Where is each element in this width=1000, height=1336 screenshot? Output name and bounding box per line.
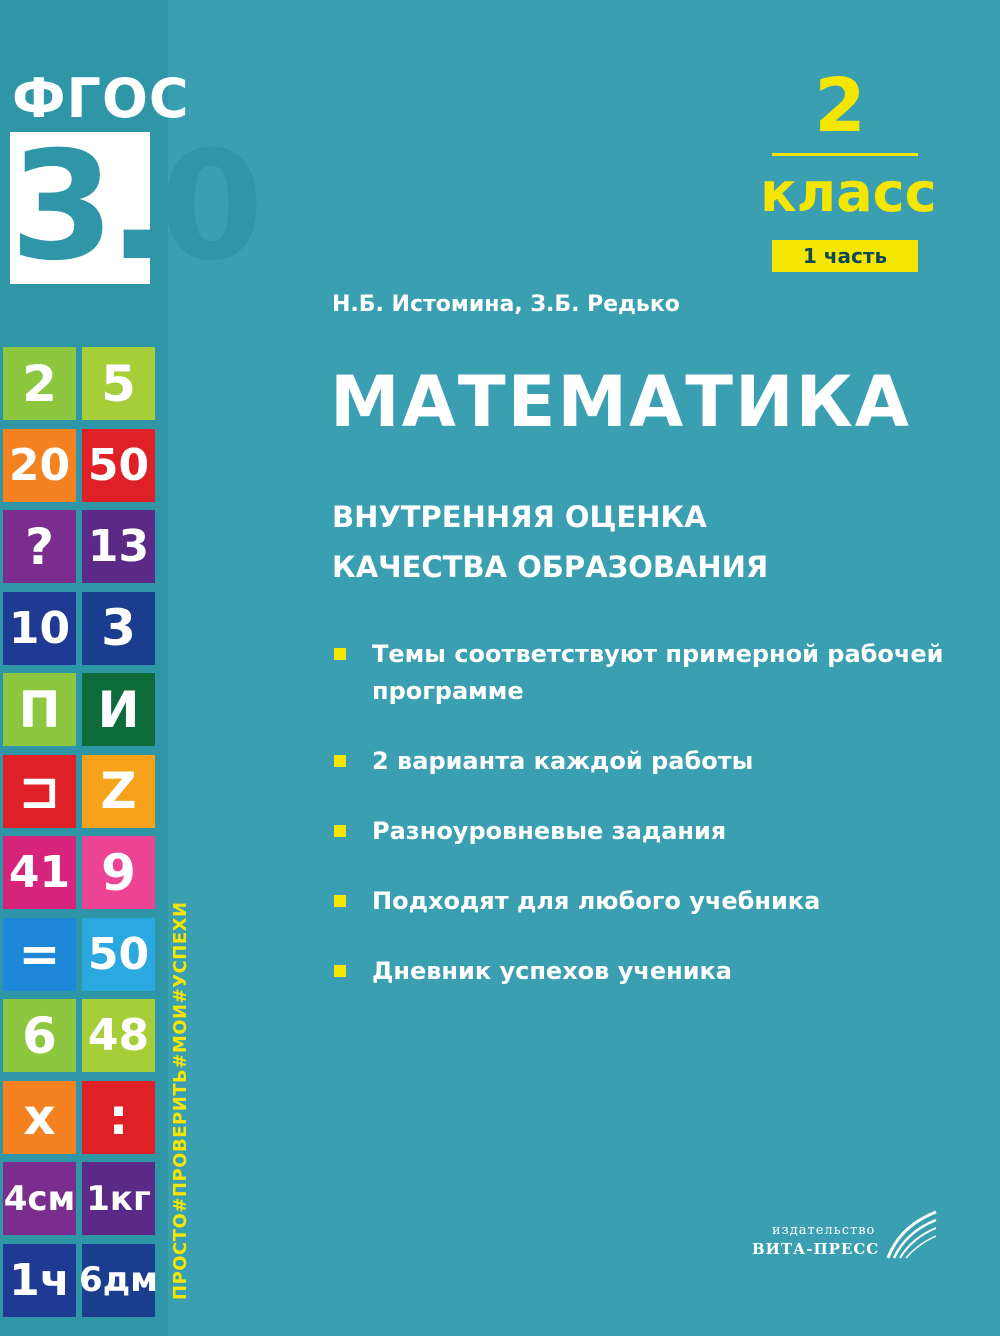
feature-item: Темы соответствуют примерной рабочей программе — [334, 636, 974, 710]
publisher — [752, 1223, 879, 1258]
number-tile: 13 — [82, 510, 155, 583]
book-title: МАТЕМАТИКА — [330, 361, 911, 443]
number-tile: = — [3, 918, 76, 991]
bullet-square-icon — [334, 648, 346, 660]
subtitle-line: ВНУТРЕННЯЯ ОЦЕНКА — [332, 500, 707, 534]
bullet-square-icon — [334, 895, 346, 907]
number-tile: 2 — [3, 347, 76, 420]
number-tile: П — [3, 673, 76, 746]
grade-word: класс — [760, 161, 937, 224]
number-tile: 1ч — [3, 1244, 76, 1317]
number-tile: И — [82, 673, 155, 746]
feature-list — [334, 636, 974, 1023]
standard-version: 3.0 — [10, 120, 258, 294]
number-tile: Z — [82, 755, 155, 828]
number-tile: 9 — [82, 836, 155, 909]
subtitle-line: КАЧЕСТВА ОБРАЗОВАНИЯ — [332, 550, 769, 584]
number-tile: 6дм — [82, 1244, 155, 1317]
bullet-square-icon — [334, 965, 346, 977]
number-tile: 50 — [82, 918, 155, 991]
number-tile: ⊐ — [3, 755, 76, 828]
vertical-tagline: ПРОСТО#ПРОВЕРИТЬ#МОИ#УСПЕХИ — [170, 901, 191, 1300]
number-tile: 6 — [3, 999, 76, 1072]
book-subtitle — [332, 492, 768, 592]
part-badge: 1 часть — [772, 240, 918, 272]
number-tile: 4см — [3, 1162, 76, 1235]
number-tile: 50 — [82, 429, 155, 502]
standard-label: ФГОС — [12, 67, 190, 130]
number-tile: 3 — [82, 592, 155, 665]
bullet-square-icon — [334, 825, 346, 837]
bullet-square-icon — [334, 755, 346, 767]
feature-item: Разноуровневые задания — [334, 813, 974, 850]
feature-item: Дневник успехов ученика — [334, 953, 974, 990]
number-tile: : — [82, 1081, 155, 1154]
number-tile: ? — [3, 510, 76, 583]
number-tile: x — [3, 1081, 76, 1154]
number-tile: 5 — [82, 347, 155, 420]
number-tile: 10 — [3, 592, 76, 665]
number-tile: 20 — [3, 429, 76, 502]
grade-divider — [772, 153, 918, 156]
publisher-logo-icon — [880, 1206, 940, 1266]
number-tile: 41 — [3, 836, 76, 909]
authors: Н.Б. Истомина, З.Б. Редько — [332, 292, 680, 317]
feature-item: Подходят для любого учебника — [334, 883, 974, 920]
grade-number: 2 — [814, 63, 866, 149]
number-tile: 48 — [82, 999, 155, 1072]
feature-item: 2 варианта каждой работы — [334, 743, 974, 780]
publisher-name: ВИТА-ПРЕСС — [752, 1240, 880, 1258]
number-tile: 1кг — [82, 1162, 155, 1235]
publisher-label: издательство — [772, 1223, 876, 1238]
